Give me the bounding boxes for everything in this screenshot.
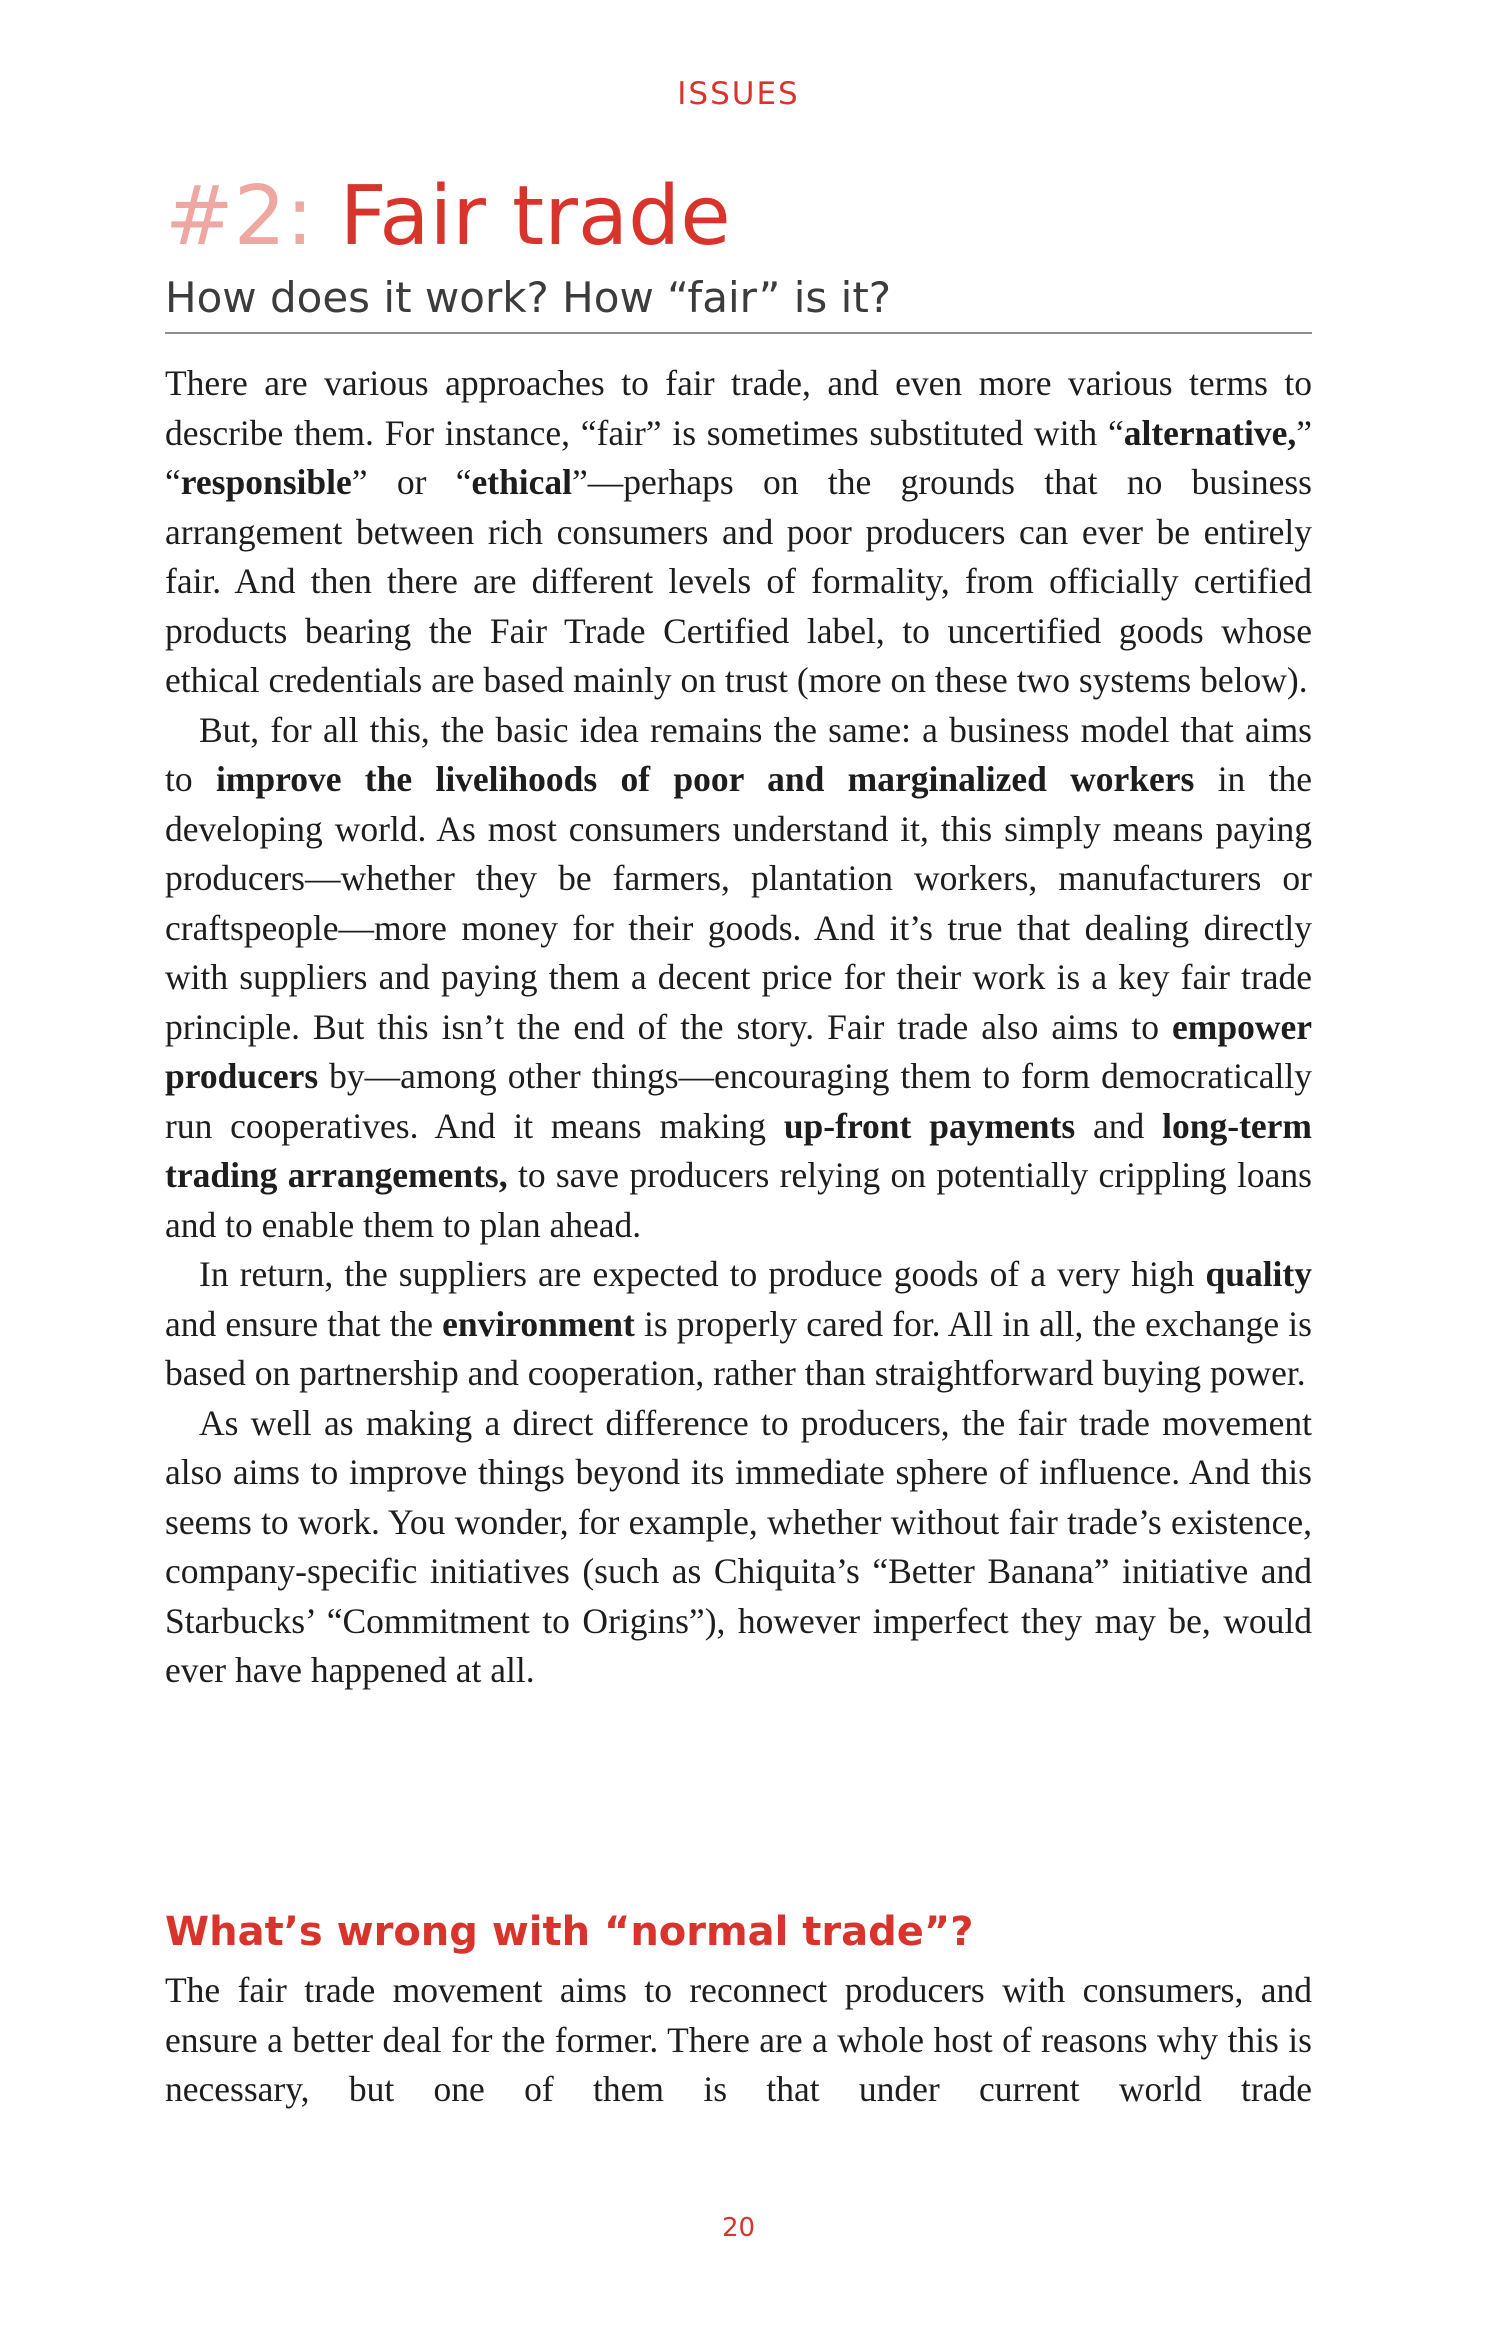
section-body (165, 1966, 1312, 2115)
body-text (165, 359, 1312, 1696)
paragraph: As well as making a direct difference to producers, the fair trade movement also aims to improve things beyond its immediate sphere of influence. And this seems to work. You wonder, for example, whether without fair trade’s existence, company-specific initiatives (such as Chiquita’s “Better Banana” initiative and Starbucks’ “Commitment to Origins”), however imperfect they may be, would ever have happened at all. (165, 1402, 1312, 1690)
bold-term: quality (1205, 1254, 1312, 1294)
bold-term: environment (442, 1303, 635, 1344)
bold-term: responsible (180, 462, 352, 502)
bold-term: up-front payments (783, 1105, 1076, 1146)
bold-term: alternative, (1123, 412, 1297, 453)
paragraph: In return, the suppliers are expected to produce goods of a very high quality and ensure that the environment is properly cared for. All in all, the exchange is based on partnership and cooperation, rather than straightforward buying power. (165, 1254, 1312, 1393)
chapter-title (165, 168, 731, 266)
chapter-title-text: Fair trade (339, 169, 731, 264)
section-paragraph: The fair trade movement aims to reconnect producers with consumers, and ensure a better deal for the former. There are a whole host of reasons why this is necessary, but one of them is that under current world trade (165, 1970, 1312, 2109)
running-head: ISSUES (677, 76, 800, 112)
chapter-number: #2: (165, 169, 314, 264)
bold-term: improve the livelihoods of poor and marginalized workers (215, 759, 1195, 799)
section-heading: What’s wrong with “normal trade”? (165, 1909, 974, 1955)
chapter-subtitle: How does it work? How “fair” is it? (165, 270, 1312, 334)
paragraph: There are various approaches to fair trade, and even more various terms to describe them. For instance, “fair” is sometimes substituted with “alternative,” “responsible” or “ethical”—perhaps on the grounds that no business arrangement between rich consumers and poor producers can ever be entirely fair. And then there are different levels of formality, from officially certified products bearing the Fair Trade Certified label, to uncertified goods whose ethical credentials are based mainly on trust (more on these two systems below). (165, 363, 1312, 700)
bold-term: long-term trading arrangements, (165, 1105, 1312, 1195)
bold-term: ethical (471, 462, 573, 502)
paragraph: But, for all this, the basic idea remains the same: a business model that aims to improve the livelihoods of poor and marginalized workers in the developing world. As most consumers understand it, this simply means paying producers—whether they be farmers, plantation workers, manufacturers or craftspeople—more money for their goods. And it’s true that dealing directly with suppliers and paying them a decent price for their work is a key fair trade principle. But this isn’t the end of the story. Fair trade also aims to empower producers by—among other things—encouraging them to form democratically run cooperatives. And it means making up-front payments and long-term trading arrangements, to save producers relying on potentially crippling loans and to enable them to plan ahead. (165, 709, 1312, 1245)
page-number: 20 (721, 2213, 756, 2243)
bold-term: empower producers (165, 1006, 1312, 1096)
